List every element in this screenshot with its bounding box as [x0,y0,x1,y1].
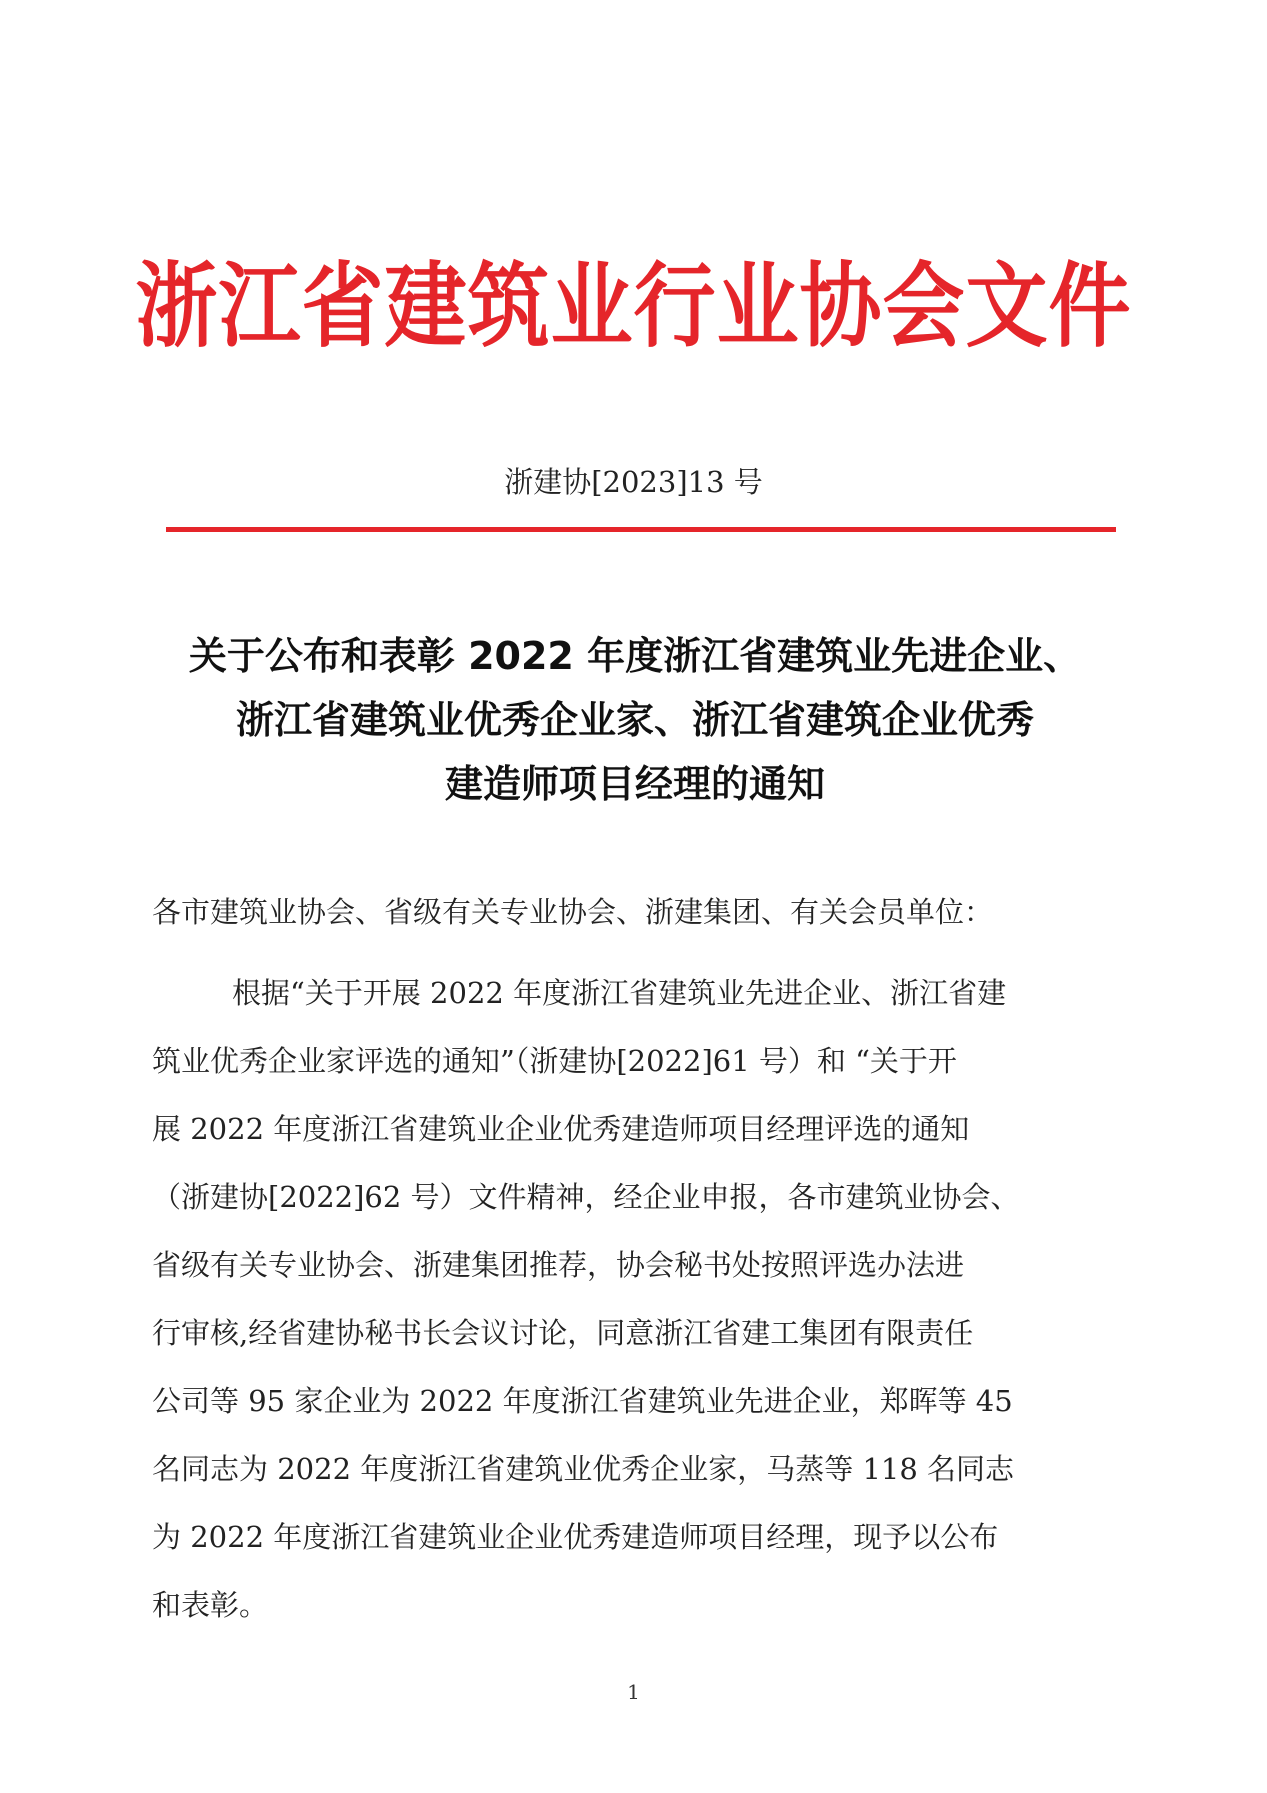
body-line: 公司等 95 家企业为 2022 年度浙江省建筑业先进企业，郑晖等 45 [152,1384,1013,1418]
body-line: 行审核,经省建协秘书长会议讨论，同意浙江省建工集团有限责任 [152,1316,974,1350]
document-number: 浙建协[2023]13 号 [504,465,763,499]
red-divider-line [166,527,1116,532]
masthead-title: 浙江省建筑业行业协会文件 [135,254,1132,361]
title-line-3: 建造师项目经理的通知 [444,762,825,806]
body-line: 展 2022 年度浙江省建筑业企业优秀建造师项目经理评选的通知 [152,1112,970,1146]
title-line-2: 浙江省建筑业优秀企业家、浙江省建筑企业优秀 [235,698,1034,742]
notice-title [140,624,1130,816]
body-line: 名同志为 2022 年度浙江省建筑业优秀企业家，马蒸等 118 名同志 [152,1452,1015,1486]
salutation: 各市建筑业协会、省级有关专业协会、浙建集团、有关会员单位： [152,895,994,929]
page-number: 1 [627,1680,640,1704]
title-line-1: 关于公布和表彰 2022 年度浙江省建筑业先进企业、 [188,634,1082,678]
body-line: （浙建协[2022]62 号）文件精神，经企业申报，各市建筑业协会、 [152,1180,1020,1214]
body-line: 根据“关于开展 2022 年度浙江省建筑业先进企业、浙江省建 [232,976,1007,1010]
body-line: 和表彰。 [152,1588,269,1622]
body-paragraph [152,959,1122,1639]
body-line: 为 2022 年度浙江省建筑业企业优秀建造师项目经理，现予以公布 [152,1520,999,1554]
body-line: 省级有关专业协会、浙建集团推荐，协会秘书处按照评选办法进 [152,1248,965,1282]
body-line: 筑业优秀企业家评选的通知”（浙建协[2022]61 号）和 “关于开 [152,1044,957,1078]
